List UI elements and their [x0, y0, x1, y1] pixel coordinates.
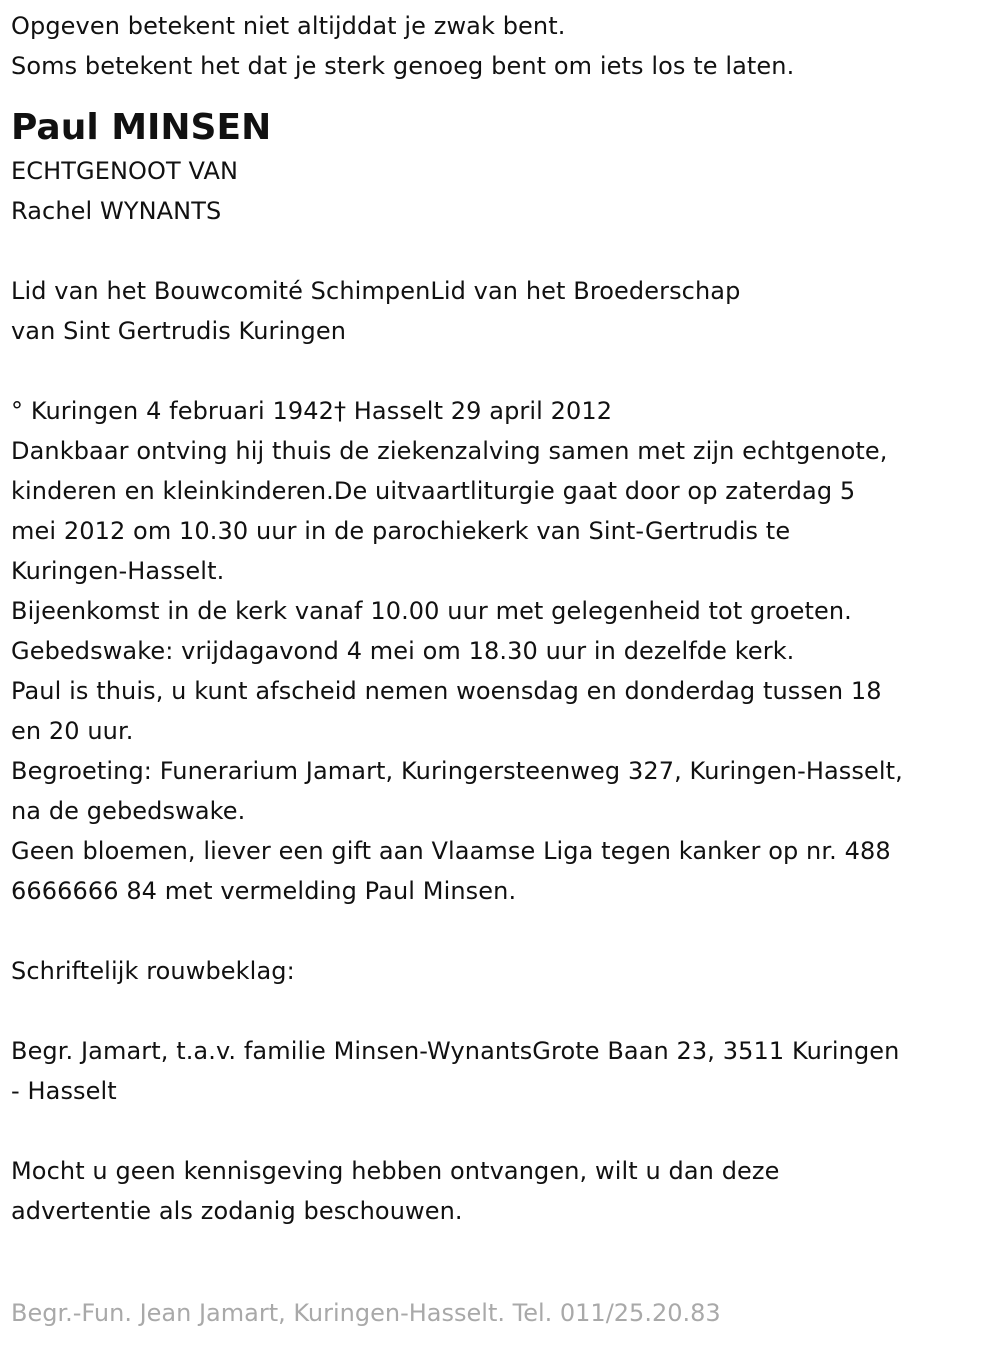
details-line: kinderen en kleinkinderen.De uitvaartliturgie gaat door op zaterdag 5: [11, 477, 856, 505]
membership-line-2: van Sint Gertrudis Kuringen: [11, 317, 347, 345]
details-block: [11, 391, 991, 911]
details-line: Kuringen-Hasselt.: [11, 557, 225, 585]
details-line: na de gebedswake.: [11, 797, 246, 825]
spacer: [11, 231, 991, 271]
details-line: Dankbaar ontving hij thuis de ziekenzalving samen met zijn echtgenote,: [11, 437, 888, 465]
spacer: [11, 1111, 991, 1151]
condolences-address-line-1: Begr. Jamart, t.a.v. familie Minsen-WynantsGrote Baan 23, 3511 Kuringen: [11, 1037, 900, 1065]
closing-line-2: advertentie als zodanig beschouwen.: [11, 1197, 463, 1225]
relation-line-2: Rachel WYNANTS: [11, 197, 222, 225]
details-line: 6666666 84 met vermelding Paul Minsen.: [11, 877, 517, 905]
membership-line-1: Lid van het Bouwcomité SchimpenLid van het Broederschap: [11, 277, 741, 305]
spacer: [11, 351, 991, 391]
obituary-content: [11, 6, 991, 1231]
quote: [11, 6, 991, 86]
details-line: en 20 uur.: [11, 717, 134, 745]
spacer: [11, 911, 991, 951]
relation-line-1: ECHTGENOOT VAN: [11, 157, 239, 185]
condolences-address-line-2: - Hasselt: [11, 1077, 117, 1105]
quote-line-1: Opgeven betekent niet altijddat je zwak bent.: [11, 12, 566, 40]
deceased-name: Paul MINSEN: [11, 107, 272, 148]
birth-death-line: ° Kuringen 4 februari 1942† Hasselt 29 april 2012: [11, 397, 613, 425]
details-line: Paul is thuis, u kunt afscheid nemen woensdag en donderdag tussen 18: [11, 677, 882, 705]
details-line: Begroeting: Funerarium Jamart, Kuringersteenweg 327, Kuringen-Hasselt,: [11, 757, 903, 785]
funeral-home-footer: Begr.-Fun. Jean Jamart, Kuringen-Hasselt. Tel. 011/25.20.83: [11, 1299, 721, 1327]
details-line: Bijeenkomst in de kerk vanaf 10.00 uur met gelegenheid tot groeten.: [11, 597, 852, 625]
details-line: Gebedswake: vrijdagavond 4 mei om 18.30 uur in dezelfde kerk.: [11, 637, 795, 665]
details-line: Geen bloemen, liever een gift aan Vlaamse Liga tegen kanker op nr. 488: [11, 837, 891, 865]
spacer: [11, 991, 991, 1031]
quote-line-2: Soms betekent het dat je sterk genoeg bent om iets los te laten.: [11, 52, 795, 80]
condolences-heading: Schriftelijk rouwbeklag:: [11, 957, 295, 985]
closing-line-1: Mocht u geen kennisgeving hebben ontvangen, wilt u dan deze: [11, 1157, 780, 1185]
details-line: mei 2012 om 10.30 uur in de parochiekerk van Sint-Gertrudis te: [11, 517, 791, 545]
